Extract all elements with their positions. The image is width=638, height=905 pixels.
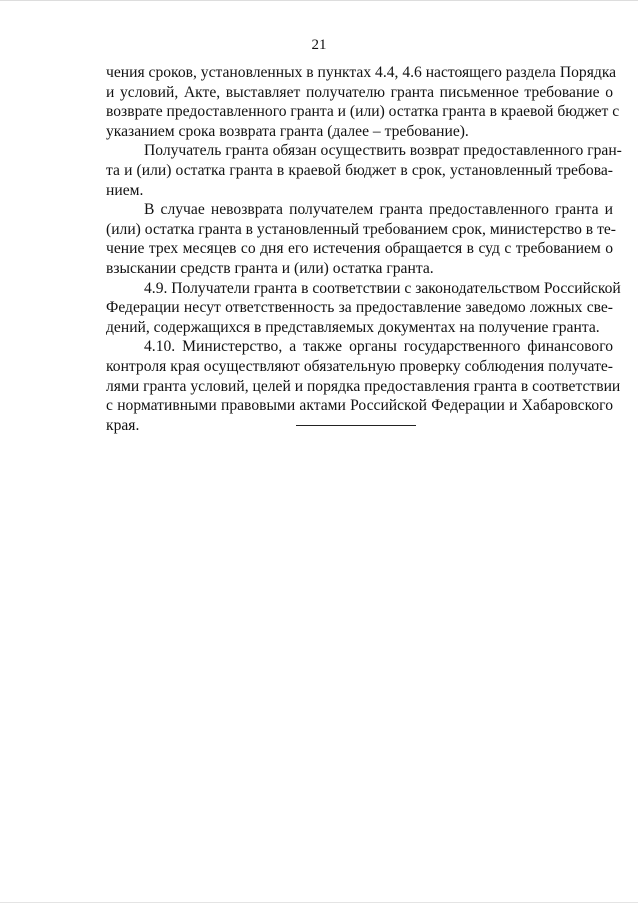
scan-edge-bottom — [0, 902, 638, 903]
text-line: контроля края осуществляют обязательную проверку соблюдения получате- — [106, 357, 613, 375]
page-number: 21 — [311, 37, 327, 53]
text-line: (или) остатка гранта в установленный требованием срок, министерство в те- — [106, 220, 616, 238]
paragraph — [106, 337, 621, 435]
scan-edge-top — [0, 0, 638, 1]
paragraph — [106, 63, 620, 141]
end-divider-line — [296, 425, 416, 426]
text-line: с нормативными правовыми актами Российской Федерации и Хабаровского — [106, 397, 613, 415]
paragraph — [106, 200, 616, 278]
paragraph — [106, 279, 621, 338]
text-line: указанием срока возврата гранта (далее – требование). — [106, 122, 469, 140]
text-line: 4.10. Министерство, а также органы государственного финансового — [144, 338, 613, 356]
text-line: 4.9. Получатели гранта в соответствии с законодательством Российской — [144, 279, 621, 297]
text-line: края. — [106, 416, 140, 434]
text-line: В случае невозврата получателем гранта предоставленного гранта и — [144, 201, 613, 219]
text-line: чения сроков, установленных в пунктах 4.4, 4.6 настоящего раздела Порядка — [106, 64, 617, 81]
text-line: дений, содержащихся в представляемых документах на получение гранта. — [106, 318, 600, 336]
text-line: Федерации несут ответственность за предоставление заведомо ложных све- — [106, 299, 613, 317]
text-line: взыскании средств гранта и (или) остатка гранта. — [106, 259, 434, 277]
paragraph — [106, 141, 622, 200]
text-line: чение трех месяцев со дня его истечения обращается в суд с требованием о — [106, 240, 613, 258]
text-line: нием. — [106, 181, 144, 199]
document-body — [106, 63, 622, 435]
text-line: Получатель гранта обязан осуществить возврат предоставленного гран- — [144, 142, 622, 160]
text-line: та и (или) остатка гранта в краевой бюджет в срок, установленный требова- — [106, 161, 613, 179]
text-line: лями гранта условий, целей и порядка предоставления гранта в соответствии — [106, 377, 621, 395]
text-line: возврате предоставленного гранта и (или) остатка гранта в краевой бюджет с — [106, 103, 620, 121]
text-line: и условий, Акте, выставляет получателю гранта письменное требование о — [106, 83, 613, 101]
